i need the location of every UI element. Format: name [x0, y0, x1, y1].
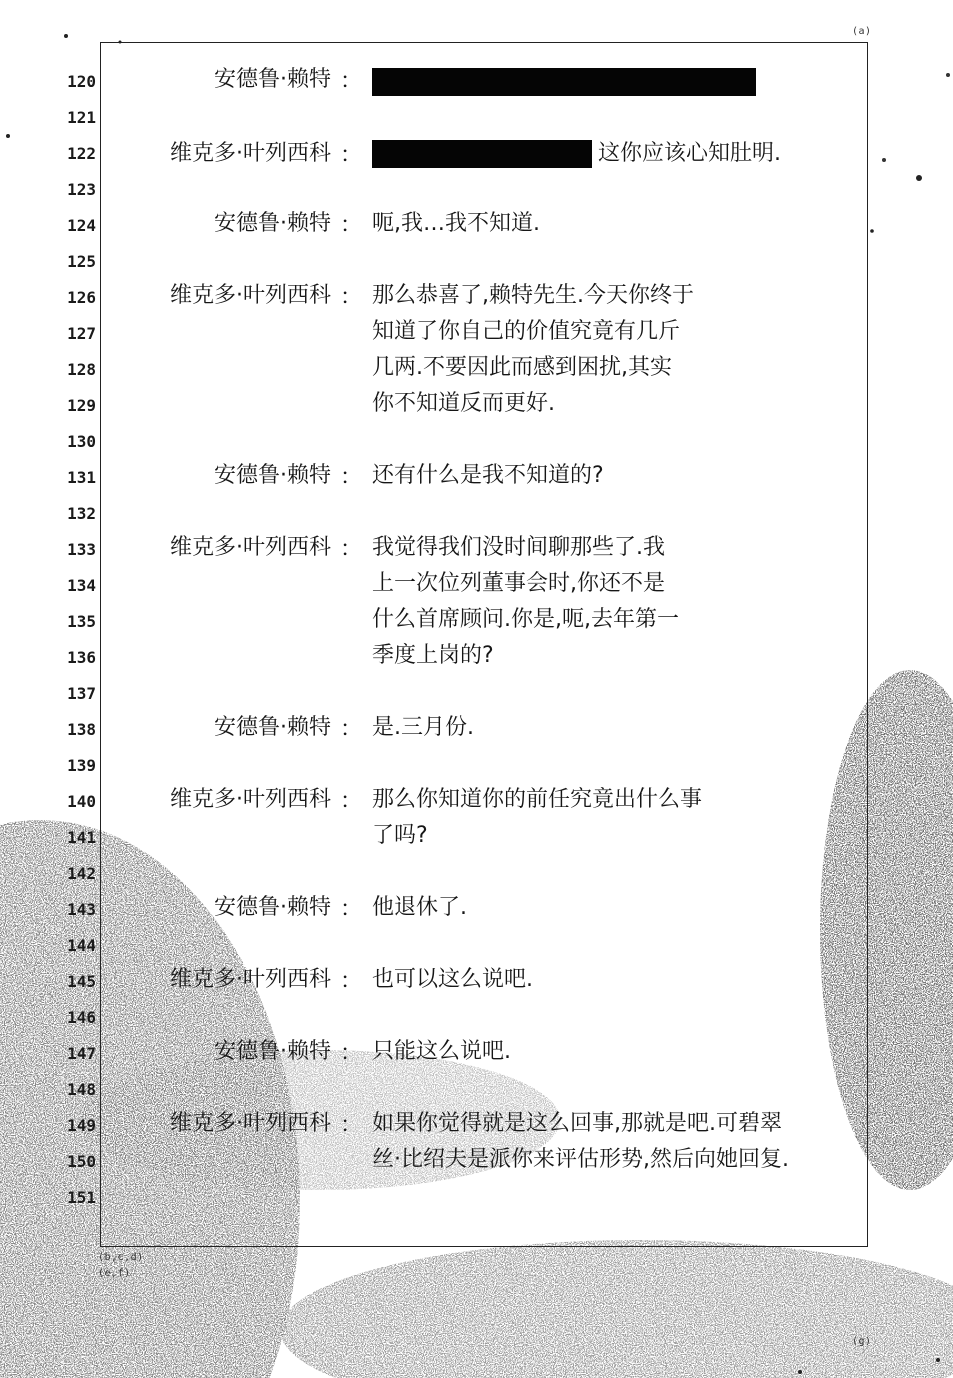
speech-text: 那么恭喜了,赖特先生.今天你终于 [372, 283, 694, 308]
speaker-name: 安德鲁·赖特 [214, 211, 331, 236]
line-number: 125 [67, 252, 96, 271]
line-number: 150 [67, 1152, 96, 1171]
dialogue-line [372, 890, 467, 926]
speaker-name: 维克多·叶列西科 [170, 141, 331, 166]
speech-text: 几两.不要因此而感到困扰,其实 [372, 355, 672, 380]
line-number: 132 [67, 504, 96, 523]
speaker-name: 维克多·叶列西科 [170, 967, 331, 992]
corner-label-bcd: (b,c,d) [98, 1252, 144, 1263]
line-number: 145 [67, 972, 96, 991]
speech-text: 季度上岗的? [372, 643, 494, 668]
speaker-colon: ： [340, 1113, 363, 1138]
speech-text: 这你应该心知肚明. [598, 141, 781, 166]
dialogue-line [372, 136, 781, 172]
speaker-name: 维克多·叶列西科 [170, 787, 331, 812]
speaker-colon: ： [340, 465, 363, 490]
line-number: 131 [67, 468, 96, 487]
dialogue-line [372, 1106, 789, 1178]
speaker-colon: ： [340, 213, 363, 238]
redaction-bar [372, 68, 756, 96]
speech-text: 呃,我…我不知道. [372, 211, 540, 236]
speaker-colon: ： [340, 717, 363, 742]
speaker-colon: ： [340, 69, 363, 94]
line-number: 126 [67, 288, 96, 307]
line-number: 142 [67, 864, 96, 883]
speech-text: 也可以这么说吧. [372, 967, 533, 992]
line-number: 141 [67, 828, 96, 847]
line-number: 149 [67, 1116, 96, 1135]
line-number: 123 [67, 180, 96, 199]
speaker-colon: ： [340, 143, 363, 168]
line-number: 130 [67, 432, 96, 451]
speech-text: 你不知道反而更好. [372, 391, 555, 416]
corner-label-a: (a) [852, 26, 872, 37]
speech-text: 知道了你自己的价值究竟有几斤 [372, 319, 681, 344]
dialogue-line [372, 278, 694, 422]
speech-text: 只能这么说吧. [372, 1039, 511, 1064]
speech-text: 还有什么是我不知道的? [372, 463, 604, 488]
line-number: 138 [67, 720, 96, 739]
line-number: 147 [67, 1044, 96, 1063]
dialogue-line [372, 458, 604, 494]
speaker-colon: ： [340, 537, 363, 562]
speech-text: 是.三月份. [372, 715, 474, 740]
speech-text: 那么你知道你的前任究竟出什么事 [372, 787, 703, 812]
speaker-name: 安德鲁·赖特 [214, 67, 331, 92]
dialogue-line [372, 710, 474, 746]
dialogue-line [372, 962, 533, 998]
speaker-name: 维克多·叶列西科 [170, 535, 331, 560]
speaker-name: 维克多·叶列西科 [170, 1111, 331, 1136]
line-number: 148 [67, 1080, 96, 1099]
speaker-colon: ： [340, 897, 363, 922]
redaction-bar [372, 140, 592, 168]
speech-text: 丝·比绍夫是派你来评估形势,然后向她回复. [372, 1147, 789, 1172]
speaker-name: 安德鲁·赖特 [214, 1039, 331, 1064]
speaker-colon: ： [340, 969, 363, 994]
dialogue-line [372, 1034, 511, 1070]
speaker-name: 安德鲁·赖特 [214, 895, 331, 920]
speaker-colon: ： [340, 789, 363, 814]
dialogue-line [372, 206, 540, 242]
line-number: 133 [67, 540, 96, 559]
line-number-column [52, 0, 96, 1378]
line-number: 120 [67, 72, 96, 91]
line-number: 128 [67, 360, 96, 379]
speech-text: 上一次位列董事会时,你还不是 [372, 571, 665, 596]
line-number: 129 [67, 396, 96, 415]
speech-text: 了吗? [372, 823, 428, 848]
line-number: 134 [67, 576, 96, 595]
dialogue-line [372, 64, 756, 100]
line-number: 121 [67, 108, 96, 127]
line-number: 122 [67, 144, 96, 163]
line-number: 144 [67, 936, 96, 955]
speaker-colon: ： [340, 285, 363, 310]
dialogue-line [372, 530, 679, 674]
line-number: 124 [67, 216, 96, 235]
speaker-name: 安德鲁·赖特 [214, 463, 331, 488]
line-number: 137 [67, 684, 96, 703]
line-number: 135 [67, 612, 96, 631]
speaker-name: 安德鲁·赖特 [214, 715, 331, 740]
line-number: 136 [67, 648, 96, 667]
line-number: 127 [67, 324, 96, 343]
speech-text: 什么首席顾问.你是,呃,去年第一 [372, 607, 679, 632]
corner-label-ef: (e,f) [98, 1268, 131, 1279]
line-number: 139 [67, 756, 96, 775]
speaker-colon: ： [340, 1041, 363, 1066]
speech-text: 我觉得我们没时间聊那些了.我 [372, 535, 665, 560]
speech-text: 如果你觉得就是这么回事,那就是吧.可碧翠 [372, 1111, 782, 1136]
speech-text: 他退休了. [372, 895, 467, 920]
dialogue-line [372, 782, 702, 854]
line-number: 146 [67, 1008, 96, 1027]
line-number: 140 [67, 792, 96, 811]
line-number: 151 [67, 1188, 96, 1207]
line-number: 143 [67, 900, 96, 919]
speaker-name: 维克多·叶列西科 [170, 283, 331, 308]
corner-label-g: (g) [852, 1336, 872, 1347]
